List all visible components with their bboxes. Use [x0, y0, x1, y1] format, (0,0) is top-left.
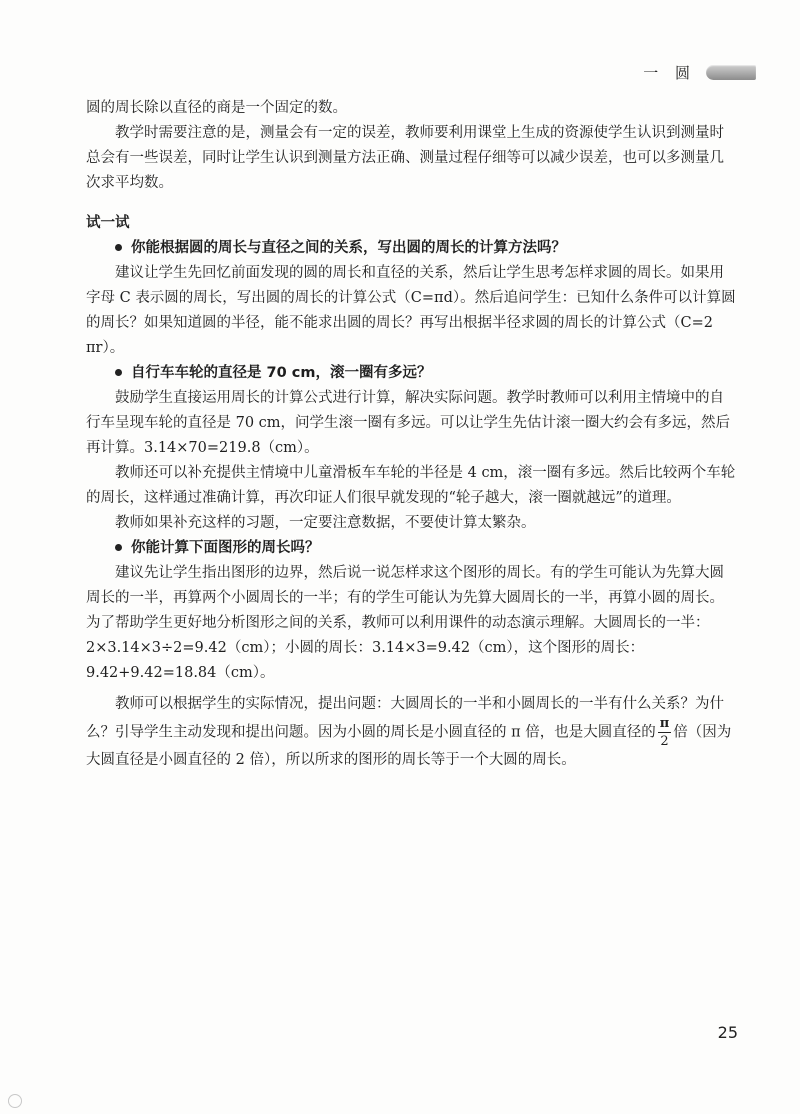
bullet-dot-icon	[115, 369, 122, 376]
paragraph-8	[86, 692, 736, 773]
paragraph-8-text-b: 倍（因为大圆直径是小圆直径的 2 倍），所以所求的图形的周长等于一个大圆的周长。	[86, 724, 732, 768]
bullet-dot-icon	[115, 544, 122, 551]
bullet-question-2	[86, 361, 736, 386]
running-header	[643, 62, 756, 82]
page-body	[86, 96, 736, 773]
watermark-logo-icon	[8, 1094, 22, 1108]
paragraph-1: 圆的周长除以直径的商是一个固定的数。	[86, 100, 347, 116]
bullet-text-2: 自行车车轮的直径是 70 cm，滚一圈有多远？	[131, 365, 432, 381]
chapter-title: 一 圆	[643, 63, 696, 82]
paragraph-7: 建议先让学生指出图形的边界，然后说一说怎样求这个图形的周长。有的学生可能认为先算大圆周长的一半，再算两个小圆周长的一半；有的学生可能认为先算大圆周长的一半，再算小圆的周长。为了帮助学生更好地分析图形之间的关系，教师可以利用课件的动态演示理解。大圆周长的一半：2×3.14×3÷2=9.42（cm）；小圆的周长：3.14×3=9.42（cm），这个图形的周长：9.42+9.42=18.84（cm）。	[86, 565, 724, 681]
bullet-text-3: 你能计算下面图形的周长吗？	[131, 540, 320, 556]
fraction-numerator: π	[659, 716, 670, 731]
bullet-question-1	[86, 236, 736, 261]
pi-over-two-fraction	[658, 717, 672, 748]
paragraph-8-text-a: 教师可以根据学生的实际情况，提出问题：大圆周长的一半和小圆周长的一半有什么关系？为什么？引导学生主动发现和提出问题。因为小圆的周长是小圆直径的 π 倍，也是大圆直径的	[86, 696, 724, 741]
watermark-logo	[8, 1094, 25, 1108]
bullet-question-3	[86, 536, 736, 561]
paragraph-4: 鼓励学生直接运用周长的计算公式进行计算，解决实际问题。教学时教师可以利用主情境中的自行车呈现车轮的直径是 70 cm，问学生滚一圈有多远。可以让学生先估计滚一圈大约会有多远，然后再计算。3.14×70=219.8（cm）。	[86, 390, 731, 456]
page-number: 25	[717, 1023, 738, 1042]
bullet-dot-icon	[115, 244, 122, 251]
bullet-text-1: 你能根据圆的周长与直径之间的关系，写出圆的周长的计算方法吗？	[131, 240, 566, 256]
paragraph-3: 建议让学生先回忆前面发现的圆的周长和直径的关系，然后让学生思考怎样求圆的周长。如果用字母 C 表示圆的周长，写出圆的周长的计算公式（C=πd）。然后追问学生：已知什么条件可以计算圆的周长？如果知道圆的半径，能不能求出圆的周长？再写出根据半径求圆的周长的计算公式（C=2 πr）。	[86, 265, 736, 356]
header-tab-decoration	[706, 65, 756, 80]
section-title: 试一试	[86, 215, 130, 231]
paragraph-5: 教师还可以补充提供主情境中儿童滑板车车轮的半径是 4 cm，滚一圈有多远。然后比较两个车轮的周长，这样通过准确计算，再次印证人们很早就发现的“轮子越大，滚一圈就越远”的道理。	[86, 465, 736, 506]
paragraph-2: 教学时需要注意的是，测量会有一定的误差，教师要利用课堂上生成的资源使学生认识到测量时总会有一些误差，同时让学生认识到测量方法正确、测量过程仔细等可以减少误差，也可以多测量几次求平均数。	[86, 125, 724, 191]
fraction-denominator: 2	[660, 734, 669, 749]
paragraph-6: 教师如果补充这样的习题，一定要注意数据，不要使计算太繁杂。	[115, 515, 536, 531]
